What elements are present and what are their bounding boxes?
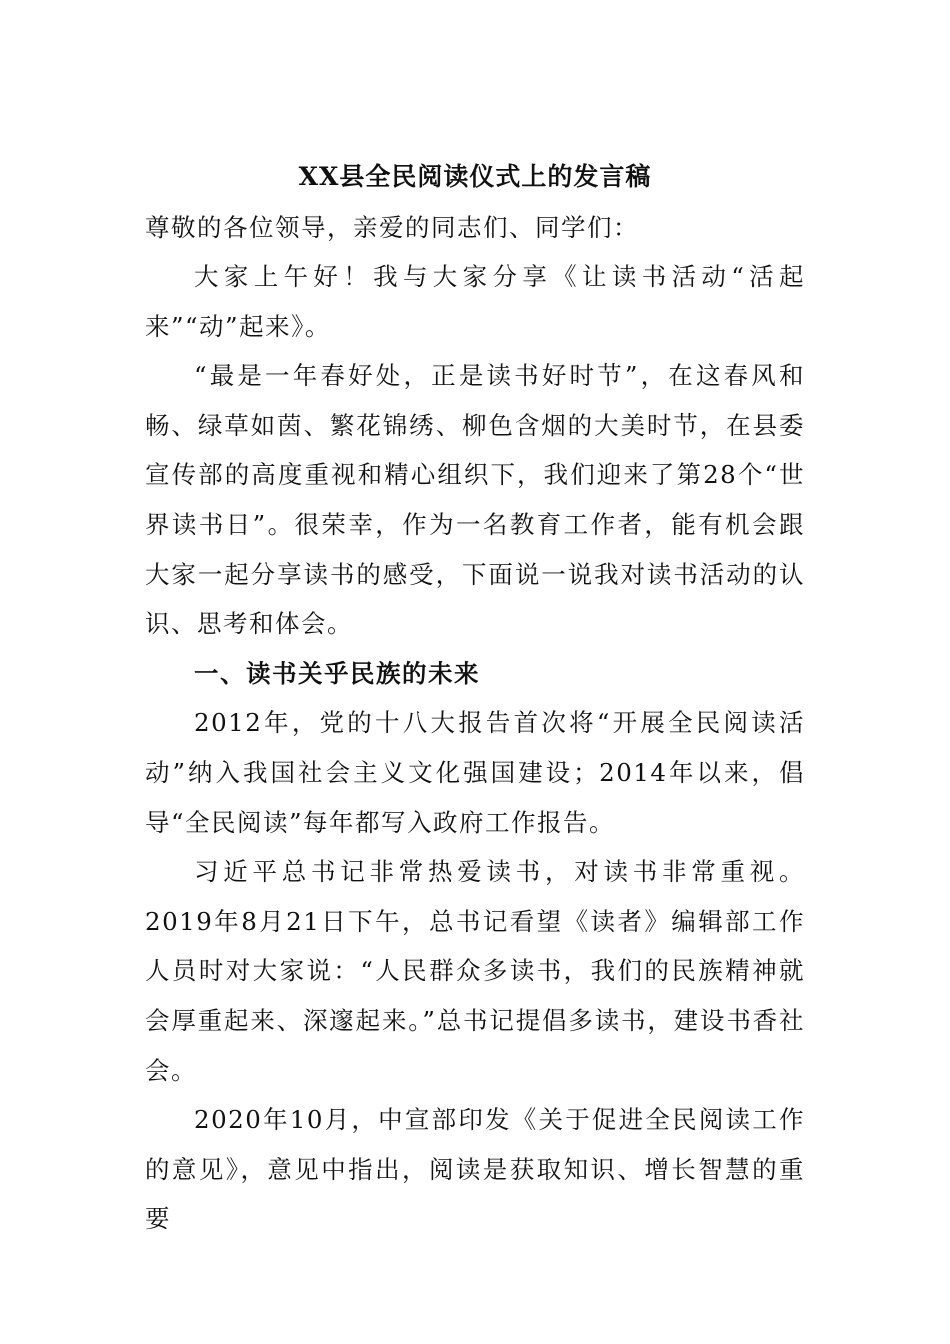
document-title: XX县全民阅读仪式上的发言稿 (298, 162, 652, 191)
section-heading: 一、读书关乎民族的未来 (194, 658, 480, 688)
paragraph-xi: 习近平总书记非常热爱读书，对读书非常重视。2019年8月21日下午，总书记看望《读者》编辑部工作人员时对大家说：“人民群众多读书，我们的民族精神就会厚重起来、深邃起来。”总书记提倡多读书，建设书香社会。 (145, 857, 805, 1085)
paragraph-greeting: 大家上午好！我与大家分享《让读书活动“活起来”“动”起来》。 (145, 262, 805, 341)
paragraph-2020: 2020年10月，中宣部印发《关于促进全民阅读工作的意见》，意见中指出，阅读是获取知识、增长智慧的重要 (145, 1105, 805, 1234)
paragraph-2012: 2012年，党的十八大报告首次将“开展全民阅读活动”纳入我国社会主义文化强国建设；2014年以来，倡导“全民阅读”每年都写入政府工作报告。 (145, 708, 805, 837)
salutation: 尊敬的各位领导，亲爱的同志们、同学们： (145, 213, 639, 242)
document-body (145, 252, 805, 1244)
paragraph-intro: “最是一年春好处，正是读书好时节”，在这春风和畅、绿草如茵、繁花锦绣、柳色含烟的大美时节，在县委宣传部的高度重视和精心组织下，我们迎来了第28个“世界读书日”。很荣幸，作为一名教育工作者，能有机会跟大家一起分享读书的感受，下面说一说我对读书活动的认识、思考和体会。 (145, 361, 805, 639)
